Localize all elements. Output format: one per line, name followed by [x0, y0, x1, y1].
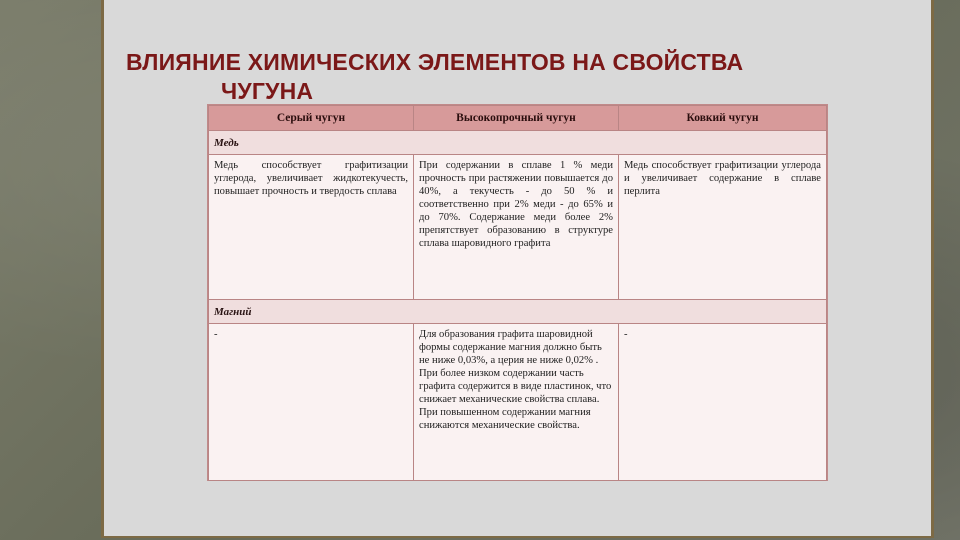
section-label-copper: Медь [209, 131, 827, 155]
cell-copper-ductile: При содержании в сплаве 1 % меди прочность при растяжении повышается до 40%, а текучесть - до 50 % и соответственно при 2% меди - до 65% и до 70%. Содержание меди более 2% препятствует образованию в структуре сплава шаровидного графита [414, 155, 619, 300]
cell-copper-malleable: Медь способствует графитизации углерода и увеличивает содержание в сплаве перлита [619, 155, 827, 300]
section-row-magnesium [209, 300, 827, 324]
cell-copper-gray: Медь способствует графитизации углерода, увеличивает жидкотекучесть, повышает прочность и твердость сплава [209, 155, 414, 300]
properties-table [207, 104, 828, 481]
cell-magnesium-malleable: - [619, 324, 827, 481]
title-line-2: ЧУГУНА [221, 78, 314, 104]
cell-magnesium-gray: - [209, 324, 414, 481]
header-gray-iron: Серый чугун [209, 106, 414, 131]
slide-title [126, 48, 886, 106]
header-malleable-iron: Ковкий чугун [619, 106, 827, 131]
table-row-copper [209, 155, 827, 300]
header-ductile-iron: Высокопрочный чугун [414, 106, 619, 131]
header-row [209, 106, 827, 131]
table-row-magnesium [209, 324, 827, 481]
section-row-copper [209, 131, 827, 155]
cell-magnesium-ductile: Для образования графита шаровидной формы содержание магния должно быть не ниже 0,03%, а церия не ниже 0,02% . При более низком содержании часть графита содержится в виде пластинок, что снижает механические свойства сплава. При повышенном содержании магния снижаются механические свойства. [414, 324, 619, 481]
section-label-magnesium: Магний [209, 300, 827, 324]
title-line-1: ВЛИЯНИЕ ХИМИЧЕСКИХ ЭЛЕМЕНТОВ НА СВОЙСТВА [126, 49, 744, 75]
